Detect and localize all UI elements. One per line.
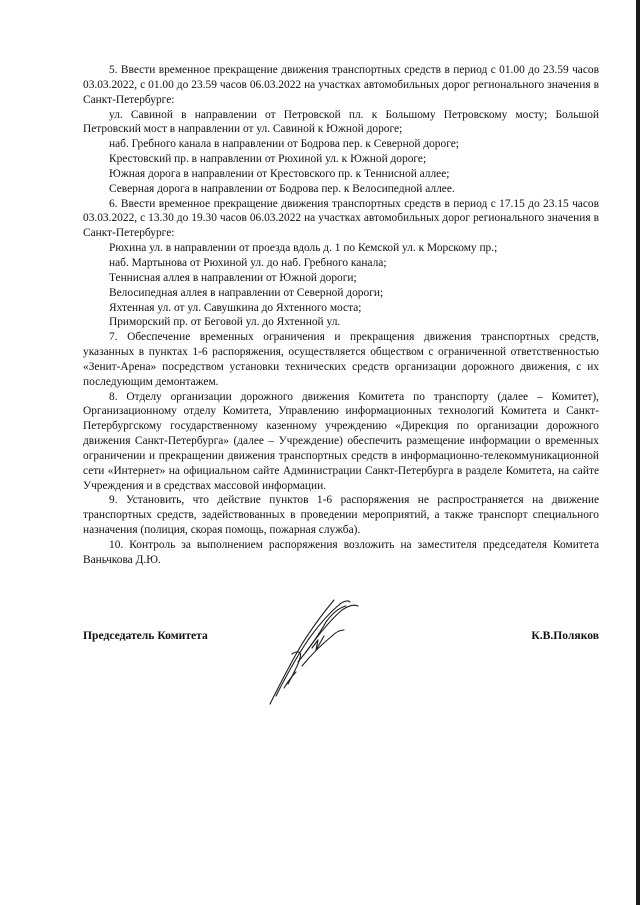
paragraph-9: 9. Установить, что действие пунктов 1-6 распоряжения не распространяется на движение транспортных средств, задействованных в проведении мероприятий, а также транспорт специального назначения (полиция, скорая помощь, пожарная служба). (83, 494, 599, 537)
signer-position: Председатель Комитета (83, 629, 208, 642)
paragraph-5-item-4: Южная дорога в направлении от Крестовского пр. к Теннисной аллее; (109, 167, 450, 180)
paragraph-6-item-2: наб. Мартынова от Рюхиной ул. до наб. Гребного канала; (109, 256, 387, 269)
paragraph-5-item-3: Крестовский пр. в направлении от Рюхиной ул. к Южной дороге; (109, 153, 427, 166)
paragraph-7: 7. Обеспечение временных ограничения и прекращения движения транспортных средств, указанных в пунктах 1-6 распоряжения, осуществляется обществом с ограниченной ответственностью «Зенит-Арена» посредством установки технических средств организации дорожного движения, с их последующим демонтажем. (83, 331, 599, 388)
paragraph-6-intro: 6. Ввести временное прекращение движения транспортных средств в период с 17.15 до 23.15 часов 03.03.2022, с 13.30 до 19.30 часов 06.03.2022 на участках автомобильных дорог регионального значения в Санкт-Петербурге: (83, 197, 599, 240)
signer-name: К.В.Поляков (531, 629, 599, 642)
paragraph-6-item-5: Яхтенная ул. от ул. Савушкина до Яхтенного моста; (109, 301, 362, 314)
paragraph-5-item-1: ул. Савиной в направлении от Петровской пл. к Большому Петровскому мосту; Большой Петровский мост в направлении от ул. Савиной к Южной дороге; (83, 108, 599, 136)
paragraph-8: 8. Отделу организации дорожного движения Комитета по транспорту (далее – Комитет), Организационному отделу Комитета, Управлению информационных технологий Комитета и Санкт-Петербургскому государственному казенному учреждению «Дирекция по организации дорожного движения Санкт-Петербурга» (далее – Учреждение) обеспечить размещение информации о временных ограничении и прекращении движения транспортных средств в информационно-телекоммуникационной сети «Интернет» на официальном сайте Администрации Санкт-Петербурга в разделе Комитета, на сайте Учреждения и в средствах массовой информации. (83, 390, 599, 492)
paragraph-6-item-4: Велосипедная аллея в направлении от Северной дороги; (109, 286, 384, 299)
signature-row (83, 629, 599, 645)
paragraph-6-item-3: Теннисная аллея в направлении от Южной дороги; (109, 271, 357, 284)
scan-border (636, 0, 640, 905)
paragraph-5-item-5: Северная дорога в направлении от Бодрова пер. к Велосипедной аллее. (109, 182, 455, 195)
handwritten-signature (262, 592, 372, 712)
paragraph-5-intro: 5. Ввести временное прекращение движения транспортных средств в период с 01.00 до 23.59 часов 03.03.2022, с 01.00 до 23.59 часов 06.03.2022 на участках автомобильных дорог регионального значения в Санкт-Петербурге: (83, 64, 599, 106)
paragraph-5-item-2: наб. Гребного канала в направлении от Бодрова пер. к Северной дороге; (109, 138, 459, 151)
paragraph-6-item-6: Приморский пр. от Беговой ул. до Яхтенной ул. (109, 316, 341, 329)
paragraph-10: 10. Контроль за выполнением распоряжения возложить на заместителя председателя Комитета Ваньчкова Д.Ю. (83, 539, 599, 566)
paragraph-6-item-1: Рюхина ул. в направлении от проезда вдоль д. 1 по Кемской ул. к Морскому пр.; (109, 242, 498, 255)
document-body (83, 63, 599, 568)
